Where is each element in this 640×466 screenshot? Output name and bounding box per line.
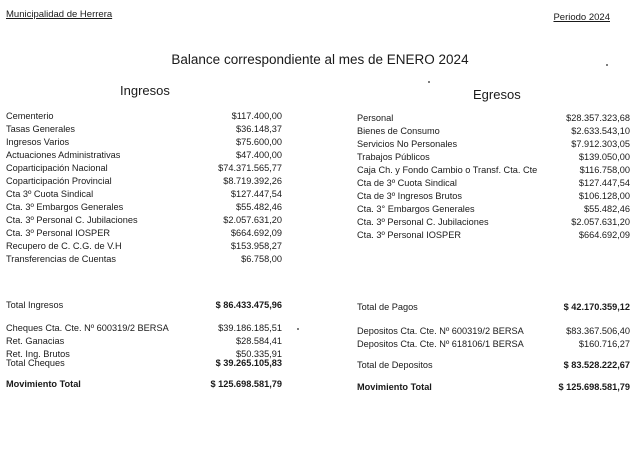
egresos-label: Cta. 3º Personal IOSPER	[357, 230, 461, 240]
ingresos-label: Cta. 3º Personal IOSPER	[6, 228, 110, 238]
cheques-label: Ret. Ganacias	[6, 336, 65, 346]
scan-speck	[428, 81, 430, 83]
ingresos-row	[6, 175, 282, 188]
ingresos-row	[6, 149, 282, 162]
egresos-label: Bienes de Consumo	[357, 126, 440, 136]
egresos-row	[357, 216, 630, 229]
depositos-row	[357, 325, 630, 338]
egresos-value: $139.050,00	[578, 152, 630, 162]
ingresos-label: Recupero de C. C.G. de V.H	[6, 241, 122, 251]
ingresos-value: $127.447,54	[230, 189, 282, 199]
egresos-value: $106.128,00	[578, 191, 630, 201]
ingresos-label: Ingresos Varios	[6, 137, 70, 147]
ingresos-value: $74.371.565,77	[218, 163, 282, 173]
cheques-row	[6, 335, 282, 348]
ingresos-value: $55.482,46	[236, 202, 282, 212]
total-pagos-value: $ 42.170.359,12	[563, 302, 630, 312]
total-cheques-row	[6, 357, 282, 370]
depositos-label: Depositos Cta. Cte. Nº 618106/1 BERSA	[357, 339, 524, 349]
organization-name: Municipalidad de Herrera	[6, 9, 113, 20]
ingresos-row	[6, 123, 282, 136]
egresos-heading: Egresos	[473, 87, 521, 102]
egresos-row	[357, 203, 630, 216]
scan-speck	[606, 64, 608, 66]
movimiento-total-ingresos-row	[6, 378, 282, 391]
ingresos-row	[6, 110, 282, 123]
depositos-row	[357, 338, 630, 351]
egresos-value: $664.692,09	[578, 230, 630, 240]
cheques-label: Cheques Cta. Cte. Nº 600319/2 BERSA	[6, 323, 169, 333]
egresos-value: $7.912.303,05	[571, 139, 630, 149]
ingresos-value: $664.692,09	[230, 228, 282, 238]
movimiento-total-value: $ 125.698.581,79	[210, 379, 282, 389]
egresos-row	[357, 112, 630, 125]
egresos-label: Caja Ch. y Fondo Cambio o Transf. Cta. Cte	[357, 165, 538, 175]
period-label: Periodo 2024	[553, 12, 610, 23]
egresos-row	[357, 177, 630, 190]
ingresos-label: Cta 3º Cuota Sindical	[6, 189, 94, 199]
ingresos-label: Coparticipación Provincial	[6, 176, 112, 186]
scan-speck	[297, 328, 299, 330]
movimiento-total-label: Movimiento Total	[357, 382, 432, 392]
egresos-row	[357, 190, 630, 203]
ingresos-value: $47.400,00	[236, 150, 282, 160]
total-cheques-value: $ 39.265.105,83	[215, 358, 282, 368]
ingresos-row	[6, 214, 282, 227]
ingresos-label: Cementerio	[6, 111, 54, 121]
total-depositos-value: $ 83.528.222,67	[563, 360, 630, 370]
egresos-label: Trabajos Públicos	[357, 152, 430, 162]
egresos-label: Servicios No Personales	[357, 139, 458, 149]
ingresos-row	[6, 253, 282, 266]
ingresos-label: Tasas Generales	[6, 124, 75, 134]
total-depositos-label: Total de Depositos	[357, 360, 433, 370]
depositos-value: $160.716,27	[578, 339, 630, 349]
ingresos-row	[6, 201, 282, 214]
ingresos-row	[6, 240, 282, 253]
egresos-value: $2.633.543,10	[571, 126, 630, 136]
ingresos-row	[6, 227, 282, 240]
total-ingresos-label: Total Ingresos	[6, 300, 64, 310]
ingresos-value: $36.148,37	[236, 124, 282, 134]
cheques-label: Ret. Ing. Brutos	[6, 349, 70, 359]
ingresos-label: Coparticipación Nacional	[6, 163, 108, 173]
cheques-value: $28.584,41	[236, 336, 282, 346]
page-title: Balance correspondiente al mes de ENERO 2024	[171, 52, 469, 67]
egresos-value: $28.357.323,68	[566, 113, 630, 123]
ingresos-value: $8.719.392,26	[223, 176, 282, 186]
ingresos-row	[6, 188, 282, 201]
ingresos-value: $2.057.631,20	[223, 215, 282, 225]
total-pagos-row	[357, 301, 630, 314]
ingresos-heading: Ingresos	[120, 83, 170, 98]
egresos-value: $2.057.631,20	[571, 217, 630, 227]
ingresos-value: $75.600,00	[236, 137, 282, 147]
depositos-value: $83.367.506,40	[566, 326, 630, 336]
ingresos-value: $6.758,00	[241, 254, 282, 264]
egresos-label: Cta. 3° Embargos Generales	[357, 204, 475, 214]
cheques-value: $50.335,91	[236, 349, 282, 359]
ingresos-value: $153.958,27	[230, 241, 282, 251]
total-ingresos-row	[6, 299, 282, 312]
total-ingresos-value: $ 86.433.475,96	[215, 300, 282, 310]
movimiento-total-label: Movimiento Total	[6, 379, 81, 389]
cheques-row	[6, 322, 282, 335]
egresos-row	[357, 125, 630, 138]
egresos-row	[357, 164, 630, 177]
ingresos-row	[6, 136, 282, 149]
egresos-value: $127.447,54	[578, 178, 630, 188]
egresos-label: Cta. 3º Personal C. Jubilaciones	[357, 217, 489, 227]
egresos-label: Cta de 3º Ingresos Brutos	[357, 191, 462, 201]
ingresos-value: $117.400,00	[231, 111, 282, 121]
total-depositos-row	[357, 359, 630, 372]
total-cheques-label: Total Cheques	[6, 358, 65, 368]
egresos-label: Personal	[357, 113, 394, 123]
ingresos-label: Actuaciones Administrativas	[6, 150, 121, 160]
ingresos-label: Transferencias de Cuentas	[6, 254, 116, 264]
egresos-value: $116.758,00	[579, 165, 630, 175]
total-pagos-label: Total de Pagos	[357, 302, 418, 312]
egresos-label: Cta de 3º Cuota Sindical	[357, 178, 457, 188]
egresos-row	[357, 151, 630, 164]
egresos-value: $55.482,46	[584, 204, 630, 214]
ingresos-label: Cta. 3º Personal C. Jubilaciones	[6, 215, 138, 225]
depositos-label: Depositos Cta. Cte. Nº 600319/2 BERSA	[357, 326, 524, 336]
cheques-value: $39.186.185,51	[218, 323, 282, 333]
ingresos-label: Cta. 3º Embargos Generales	[6, 202, 124, 212]
ingresos-row	[6, 162, 282, 175]
egresos-row	[357, 138, 630, 151]
movimiento-total-value: $ 125.698.581,79	[558, 382, 630, 392]
movimiento-total-egresos-row	[357, 381, 630, 394]
egresos-row	[357, 229, 630, 242]
